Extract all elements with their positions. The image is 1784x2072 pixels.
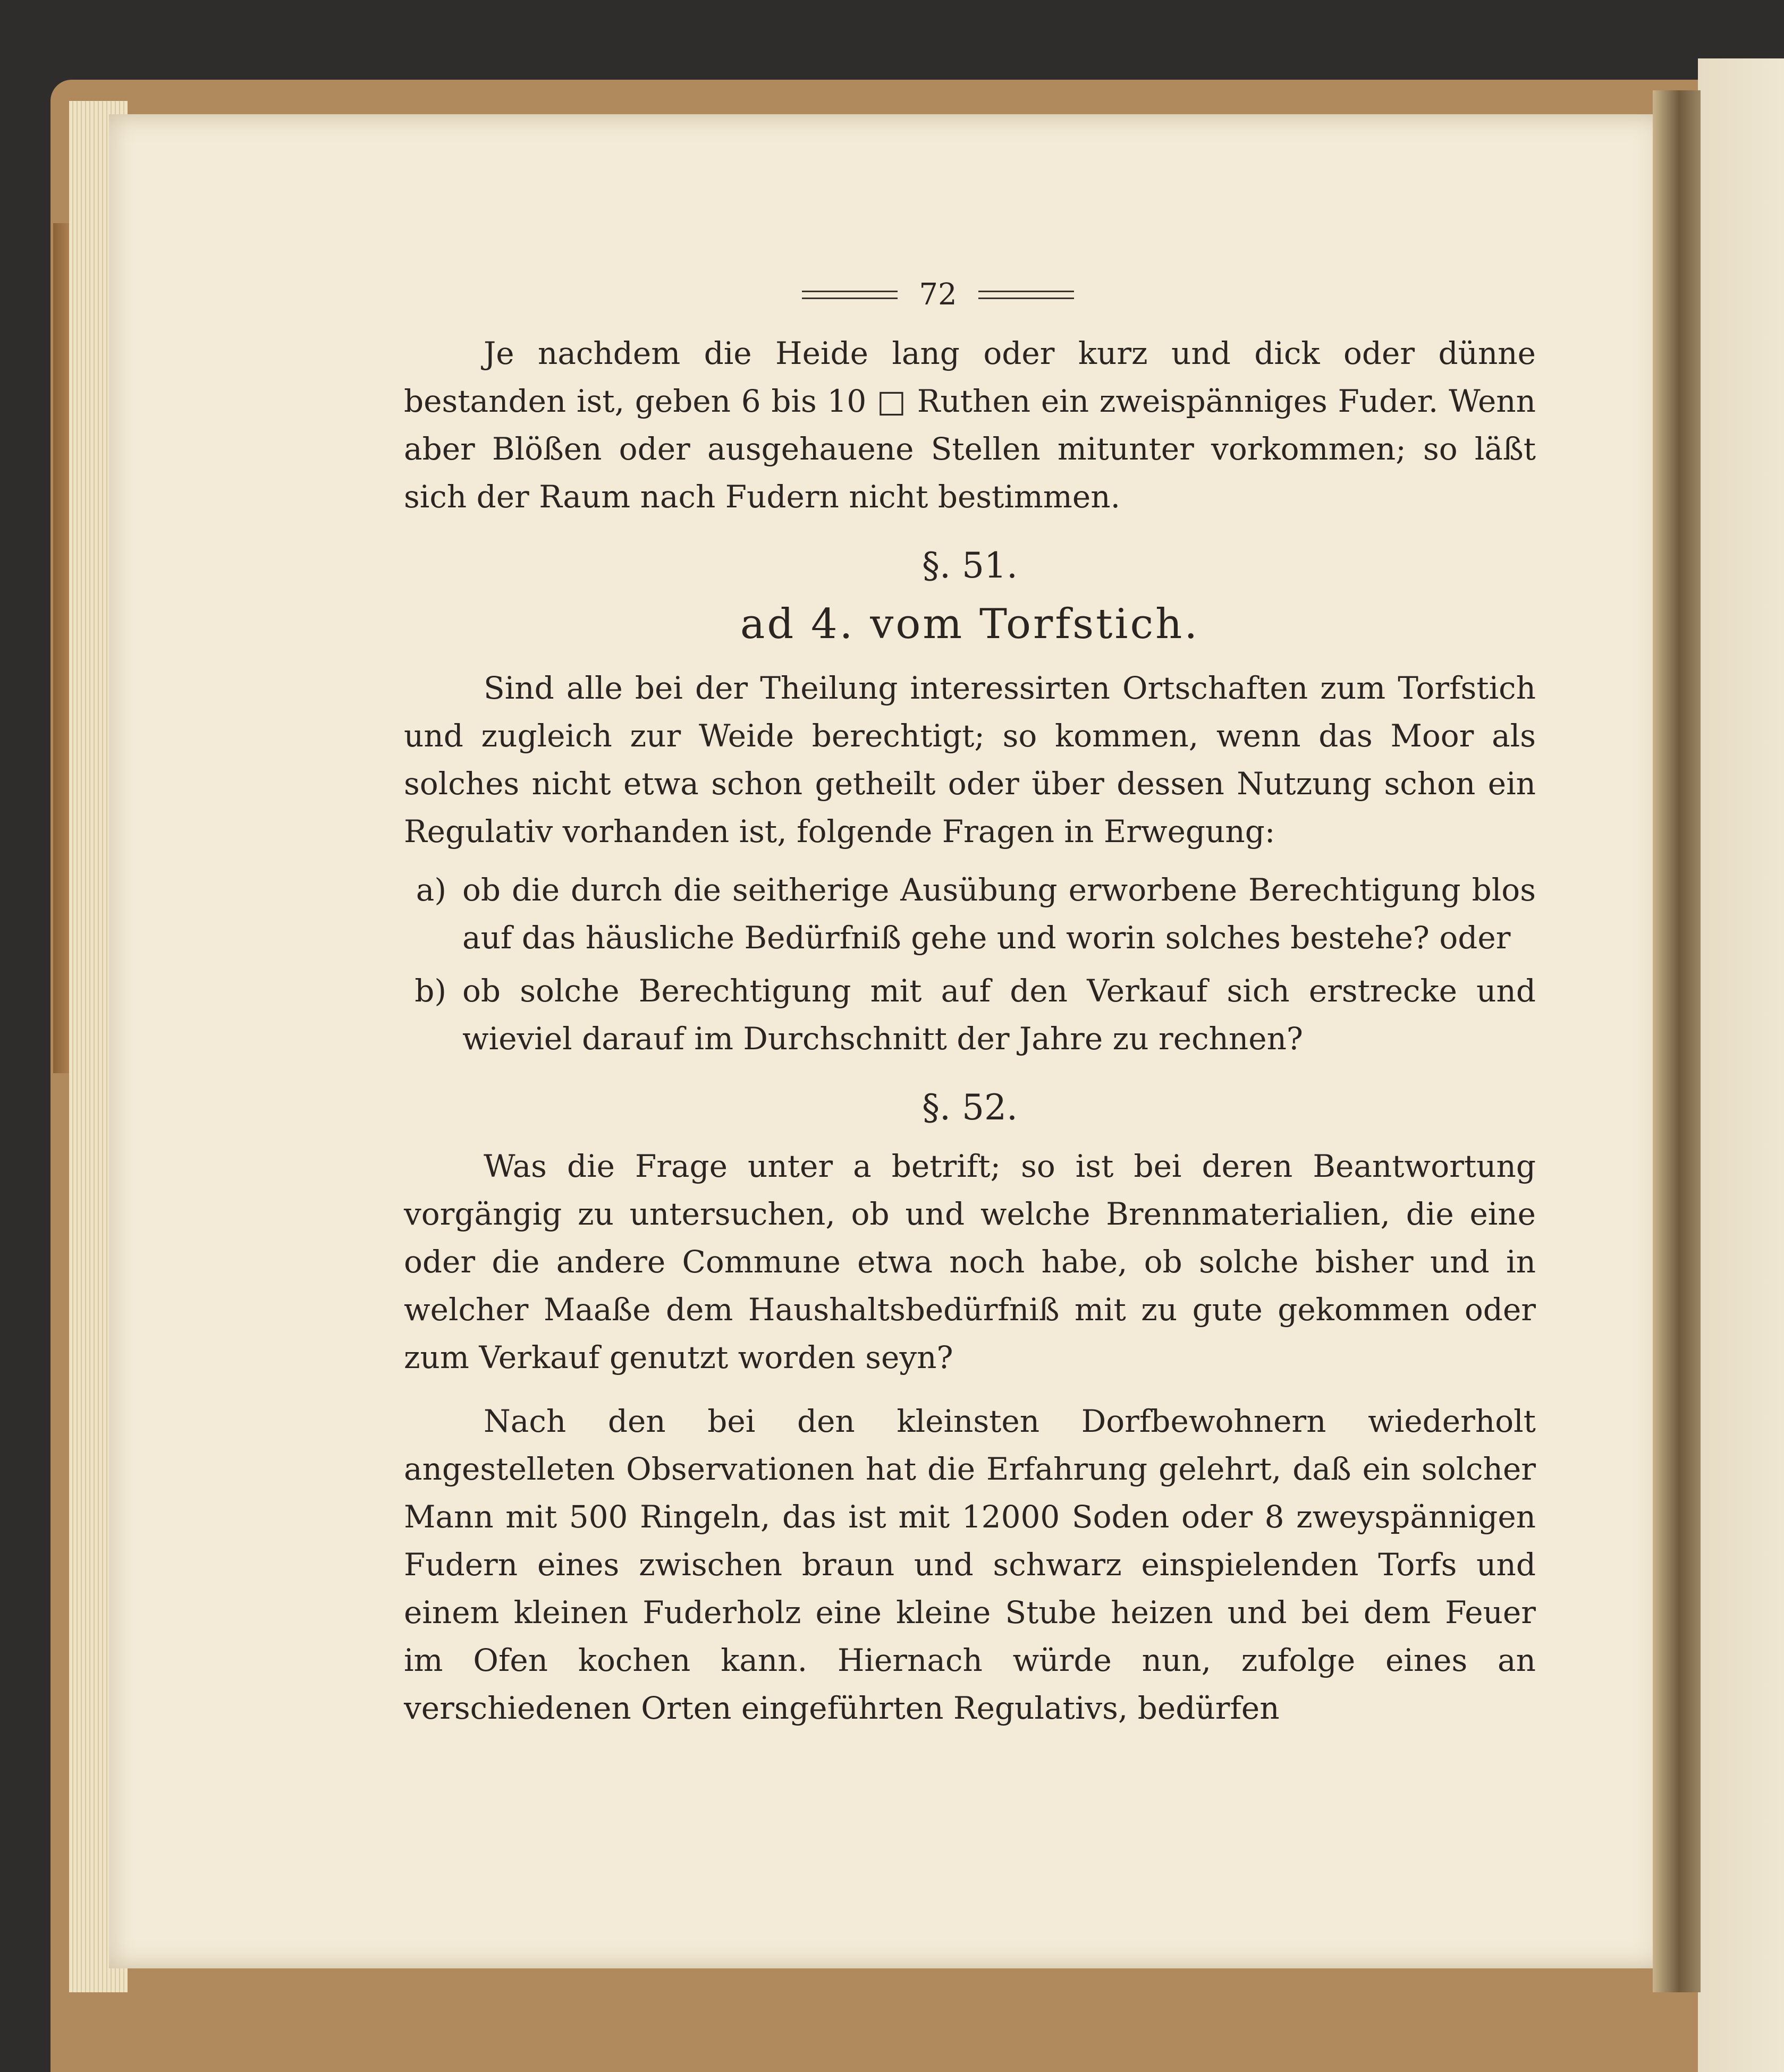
list-item bbox=[404, 866, 1536, 962]
page-header bbox=[340, 271, 1536, 319]
paragraph-52b: Nach den bei den kleinsten Dorfbewohnern wiederholt angestelleten Observationen hat die Erfahrung gelehrt, daß ein solcher Mann mit 500 Ringeln, das ist mit 12000 Soden oder 8 zweyspännigen Fudern eines zwischen braun und schwarz einspielenden Torfs und einem kleinen Fuderholz eine kleine Stube heizen und bei dem Feuer im Ofen kochen kann. Hiernach würde nun, zufolge eines an verschiedenen Orten eingeführten Regulativs, bedürfen bbox=[404, 1403, 1536, 1726]
question-list bbox=[404, 866, 1536, 1063]
list-item-text: ob solche Berechtigung mit auf den Verkauf sich erstrecke und wieviel darauf im Durchschnitt der Jahre zu rechnen? bbox=[462, 973, 1536, 1057]
page-text bbox=[404, 271, 1536, 1732]
page-number: 72 bbox=[919, 277, 957, 312]
list-item-marker: a) bbox=[416, 872, 446, 908]
section-heading-51: §. 51. bbox=[922, 545, 1018, 586]
book-gutter bbox=[1653, 90, 1701, 1992]
intro-paragraph: Je nachdem die Heide lang oder kurz und dick oder dünne bestanden ist, geben 6 bis 10 □ Ruthen ein zweispänniges Fuder. Wenn aber Blößen oder ausgehauene Stellen mitunter vorkommen; so läßt sich der Raum nach Fudern nicht bestimmen. bbox=[404, 335, 1536, 515]
paragraph-51: Sind alle bei der Theilung interessirten Ortschaften zum Torfstich und zugleich zur Weide berechtigt; so kommen, wenn das Moor als solches nicht etwa schon getheilt oder über dessen Nutzung schon ein Regulativ vorhanden ist, folgende Fragen in Erwegung: bbox=[404, 670, 1536, 850]
header-rule-left bbox=[802, 291, 898, 299]
header-rule-right bbox=[978, 291, 1074, 299]
facing-page bbox=[1698, 58, 1784, 2072]
section-heading-52: §. 52. bbox=[922, 1087, 1018, 1128]
list-item bbox=[404, 967, 1536, 1063]
list-item-text: ob die durch die seitherige Ausübung erworbene Berechtigung blos auf das häusliche Bedürfniß gehe und worin solches bestehe? oder bbox=[462, 872, 1536, 956]
section-title-torfstich: ad 4. vom Torfstich. bbox=[740, 600, 1200, 648]
list-item-marker: b) bbox=[415, 973, 446, 1009]
paragraph-52a: Was die Frage unter a betrift; so ist bei deren Beantwortung vorgängig zu untersuchen, ob und welche Brennmaterialien, die eine oder die andere Commune etwa noch habe, ob solche bisher und in welcher Maaße dem Haushaltsbedürfniß mit zu gute gekommen oder zum Verkauf genutzt worden seyn? bbox=[404, 1148, 1536, 1375]
